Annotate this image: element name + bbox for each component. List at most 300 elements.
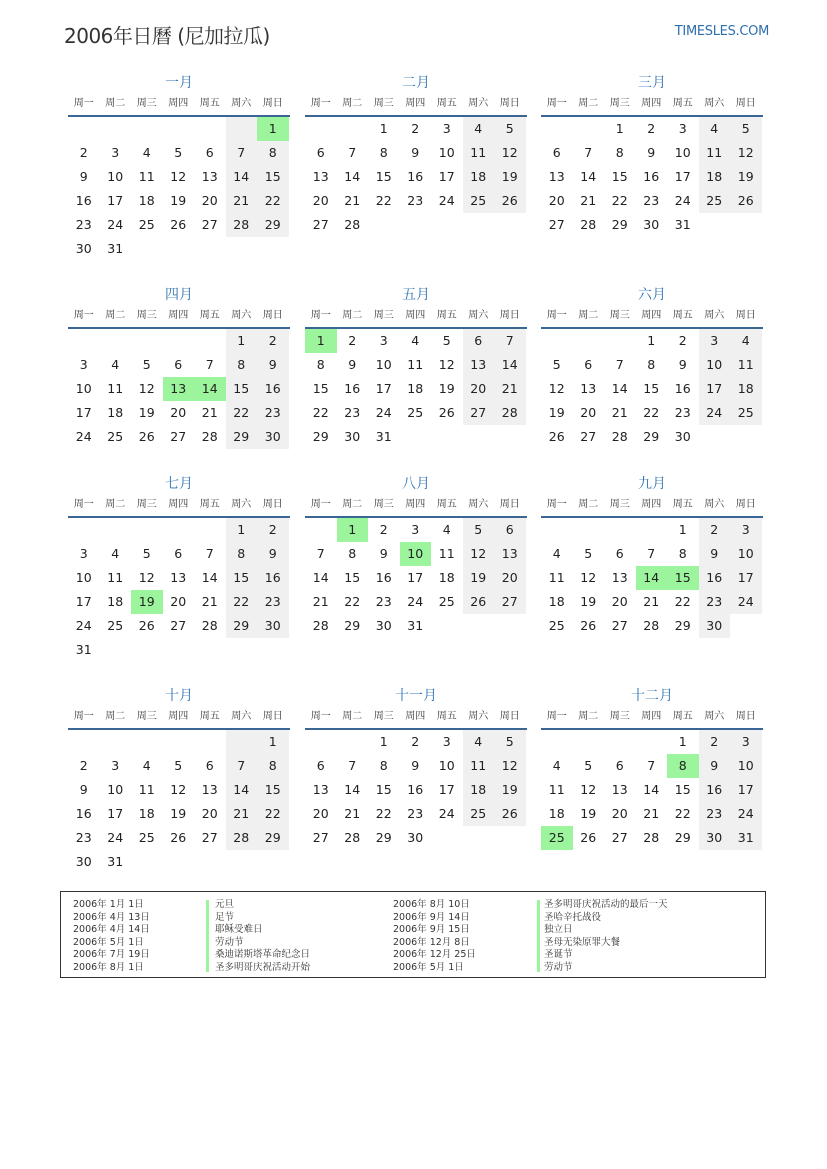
day-cell[interactable]: 5 [584,758,593,773]
day-cell[interactable]: 14 [344,169,361,184]
day-cell[interactable]: 11 [107,381,124,396]
day-cell[interactable]: 14 [494,353,526,377]
day-cell[interactable]: 27 [170,618,187,633]
day-cell[interactable]: 6 [463,329,495,353]
day-cell[interactable]: 4 [730,329,762,353]
day-cell[interactable]: 8 [647,357,656,372]
day-cell[interactable]: 22 [611,193,628,208]
day-cell[interactable]: 14 [611,381,628,396]
day-cell[interactable]: 17 [438,169,455,184]
day-cell[interactable]: 10 [438,145,455,160]
day-cell[interactable]: 2 [379,522,388,537]
day-cell[interactable]: 12 [170,169,187,184]
day-cell[interactable]: 10 [75,570,92,585]
day-cell[interactable]: 7 [647,546,656,561]
day-cell[interactable]: 15 [226,377,258,401]
day-cell[interactable]: 9 [79,782,88,797]
day-cell[interactable]: 12 [138,381,155,396]
day-cell[interactable]: 3 [442,734,451,749]
day-cell[interactable]: 17 [75,405,92,420]
day-cell[interactable]: 26 [580,618,597,633]
day-cell[interactable]: 5 [442,333,451,348]
day-cell[interactable]: 24 [730,590,762,614]
day-cell[interactable]: 1 [257,730,289,754]
day-cell[interactable]: 10 [730,542,762,566]
day-cell[interactable]: 1 [226,518,258,542]
day-cell[interactable]: 27 [611,618,628,633]
day-cell[interactable]: 12 [548,381,565,396]
day-cell[interactable]: 29 [643,429,660,444]
day-cell[interactable]: 18 [548,806,565,821]
day-cell[interactable]: 2 [647,121,656,136]
day-cell[interactable]: 29 [257,826,289,850]
day-cell[interactable]: 7 [205,357,214,372]
day-cell[interactable]: 16 [344,381,361,396]
day-cell[interactable]: 20 [201,193,218,208]
day-cell[interactable]: 20 [201,806,218,821]
day-cell[interactable]: 20 [312,806,329,821]
day-cell[interactable]: 3 [111,145,120,160]
day-cell[interactable]: 14 [226,165,258,189]
day-cell[interactable]: 6 [552,145,561,160]
day-cell[interactable]: 25 [463,802,495,826]
day-cell[interactable]: 1 [379,734,388,749]
day-cell[interactable]: 29 [312,429,329,444]
day-cell[interactable]: 5 [174,758,183,773]
day-cell[interactable]: 4 [111,357,120,372]
day-cell[interactable]: 6 [584,357,593,372]
day-cell[interactable]: 6 [174,357,183,372]
day-cell[interactable]: 28 [643,618,660,633]
day-cell[interactable]: 5 [494,117,526,141]
day-cell[interactable]: 28 [201,429,218,444]
day-cell[interactable]: 28 [312,618,329,633]
day-cell[interactable]: 17 [438,782,455,797]
day-cell[interactable]: 8 [667,754,699,778]
day-cell[interactable]: 29 [674,830,691,845]
day-cell[interactable]: 2 [699,518,731,542]
day-cell[interactable]: 3 [111,758,120,773]
day-cell[interactable]: 29 [344,618,361,633]
day-cell[interactable]: 13 [463,353,495,377]
day-cell[interactable]: 2 [411,121,420,136]
day-cell[interactable]: 5 [174,145,183,160]
day-cell[interactable]: 25 [107,429,124,444]
day-cell[interactable]: 28 [611,429,628,444]
day-cell[interactable]: 19 [580,806,597,821]
day-cell[interactable]: 12 [438,357,455,372]
day-cell[interactable]: 8 [226,353,258,377]
day-cell[interactable]: 25 [407,405,424,420]
day-cell[interactable]: 23 [699,802,731,826]
day-cell[interactable]: 18 [138,806,155,821]
day-cell[interactable]: 20 [494,566,526,590]
day-cell[interactable]: 2 [257,518,289,542]
day-cell[interactable]: 24 [438,806,455,821]
day-cell[interactable]: 26 [548,429,565,444]
day-cell[interactable]: 6 [615,758,624,773]
day-cell[interactable]: 5 [730,117,762,141]
day-cell[interactable]: 22 [312,405,329,420]
day-cell[interactable]: 21 [226,802,258,826]
day-cell[interactable]: 21 [580,193,597,208]
day-cell[interactable]: 22 [375,193,392,208]
day-cell[interactable]: 19 [170,193,187,208]
day-cell[interactable]: 13 [312,782,329,797]
day-cell[interactable]: 16 [257,566,289,590]
day-cell[interactable]: 20 [548,193,565,208]
day-cell[interactable]: 27 [548,217,565,232]
day-cell[interactable]: 16 [75,193,92,208]
day-cell[interactable]: 11 [699,141,731,165]
day-cell[interactable]: 30 [75,854,92,869]
day-cell[interactable]: 2 [348,333,357,348]
day-cell[interactable]: 3 [79,546,88,561]
day-cell[interactable]: 12 [138,570,155,585]
day-cell[interactable]: 19 [730,165,762,189]
day-cell[interactable]: 1 [305,329,337,353]
day-cell[interactable]: 9 [699,542,731,566]
day-cell[interactable]: 6 [615,546,624,561]
day-cell[interactable]: 24 [730,802,762,826]
day-cell[interactable]: 22 [375,806,392,821]
day-cell[interactable]: 31 [674,217,691,232]
day-cell[interactable]: 27 [201,217,218,232]
day-cell[interactable]: 24 [75,618,92,633]
day-cell[interactable]: 19 [463,566,495,590]
day-cell[interactable]: 16 [699,778,731,802]
day-cell[interactable]: 19 [580,594,597,609]
day-cell[interactable]: 2 [79,145,88,160]
day-cell[interactable]: 22 [226,590,258,614]
day-cell[interactable]: 6 [205,145,214,160]
day-cell[interactable]: 11 [548,782,565,797]
day-cell[interactable]: 10 [730,754,762,778]
day-cell[interactable]: 23 [344,405,361,420]
day-cell[interactable]: 21 [643,594,660,609]
day-cell[interactable]: 16 [407,782,424,797]
day-cell[interactable]: 30 [75,241,92,256]
day-cell[interactable]: 21 [643,806,660,821]
day-cell[interactable]: 15 [375,169,392,184]
day-cell[interactable]: 11 [138,782,155,797]
day-cell[interactable]: 15 [257,165,289,189]
day-cell[interactable]: 23 [257,401,289,425]
day-cell[interactable]: 7 [205,546,214,561]
day-cell[interactable]: 3 [730,730,762,754]
day-cell[interactable]: 21 [344,193,361,208]
day-cell[interactable]: 8 [257,754,289,778]
day-cell[interactable]: 31 [107,241,124,256]
day-cell[interactable]: 28 [344,217,361,232]
day-cell[interactable]: 4 [463,117,495,141]
day-cell[interactable]: 9 [379,546,388,561]
day-cell[interactable]: 8 [316,357,325,372]
day-cell[interactable]: 29 [226,614,258,638]
day-cell[interactable]: 30 [699,614,731,638]
day-cell[interactable]: 20 [580,405,597,420]
day-cell[interactable]: 20 [170,405,187,420]
day-cell[interactable]: 12 [730,141,762,165]
day-cell[interactable]: 7 [316,546,325,561]
day-cell[interactable]: 21 [201,594,218,609]
day-cell[interactable]: 1 [678,522,687,537]
day-cell[interactable]: 3 [730,518,762,542]
day-cell[interactable]: 21 [201,405,218,420]
day-cell[interactable]: 13 [580,381,597,396]
day-cell[interactable]: 10 [674,145,691,160]
day-cell[interactable]: 6 [174,546,183,561]
day-cell[interactable]: 18 [407,381,424,396]
day-cell[interactable]: 9 [411,145,420,160]
day-cell[interactable]: 4 [552,546,561,561]
day-cell[interactable]: 23 [75,217,92,232]
day-cell[interactable]: 25 [730,401,762,425]
day-cell[interactable]: 26 [438,405,455,420]
day-cell[interactable]: 4 [142,145,151,160]
day-cell[interactable]: 1 [379,121,388,136]
day-cell[interactable]: 11 [138,169,155,184]
day-cell[interactable]: 5 [142,546,151,561]
day-cell[interactable]: 6 [494,518,526,542]
day-cell[interactable]: 31 [407,618,424,633]
day-cell[interactable]: 30 [699,826,731,850]
day-cell[interactable]: 21 [226,189,258,213]
day-cell[interactable]: 4 [411,333,420,348]
day-cell[interactable]: 26 [170,217,187,232]
day-cell[interactable]: 2 [699,730,731,754]
day-cell[interactable]: 10 [375,357,392,372]
day-cell[interactable]: 31 [730,826,762,850]
day-cell[interactable]: 28 [580,217,597,232]
day-cell[interactable]: 12 [494,754,526,778]
day-cell[interactable]: 9 [257,542,289,566]
day-cell[interactable]: 14 [643,782,660,797]
day-cell[interactable]: 12 [580,782,597,797]
day-cell[interactable]: 10 [75,381,92,396]
day-cell[interactable]: 8 [379,145,388,160]
day-cell[interactable]: 18 [463,778,495,802]
day-cell[interactable]: 17 [730,566,762,590]
day-cell[interactable]: 23 [674,405,691,420]
day-cell[interactable]: 27 [463,401,495,425]
day-cell[interactable]: 1 [615,121,624,136]
day-cell[interactable]: 7 [226,754,258,778]
day-cell[interactable]: 9 [411,758,420,773]
day-cell[interactable]: 19 [438,381,455,396]
day-cell[interactable]: 3 [678,121,687,136]
day-cell[interactable]: 23 [375,594,392,609]
day-cell[interactable]: 19 [494,165,526,189]
day-cell[interactable]: 17 [407,570,424,585]
day-cell[interactable]: 23 [407,806,424,821]
day-cell[interactable]: 29 [674,618,691,633]
day-cell[interactable]: 13 [201,782,218,797]
day-cell[interactable]: 16 [674,381,691,396]
day-cell[interactable]: 9 [348,357,357,372]
day-cell[interactable]: 15 [344,570,361,585]
day-cell[interactable]: 30 [257,425,289,449]
day-cell[interactable]: 20 [170,594,187,609]
day-cell[interactable]: 15 [643,381,660,396]
day-cell[interactable]: 7 [615,357,624,372]
day-cell[interactable]: 29 [257,213,289,237]
day-cell[interactable]: 24 [375,405,392,420]
day-cell[interactable]: 25 [107,618,124,633]
day-cell[interactable]: 24 [75,429,92,444]
day-cell[interactable]: 26 [494,189,526,213]
day-cell[interactable]: 17 [674,169,691,184]
day-cell[interactable]: 14 [201,570,218,585]
day-cell[interactable]: 15 [674,782,691,797]
day-cell[interactable]: 20 [611,806,628,821]
day-cell[interactable]: 2 [411,734,420,749]
day-cell[interactable]: 18 [463,165,495,189]
day-cell[interactable]: 25 [548,618,565,633]
day-cell[interactable]: 25 [699,189,731,213]
day-cell[interactable]: 19 [170,806,187,821]
day-cell[interactable]: 14 [580,169,597,184]
day-cell[interactable]: 25 [463,189,495,213]
day-cell[interactable]: 28 [643,830,660,845]
day-cell[interactable]: 21 [312,594,329,609]
day-cell[interactable]: 28 [226,826,258,850]
day-cell[interactable]: 6 [316,758,325,773]
day-cell[interactable]: 12 [170,782,187,797]
day-cell[interactable]: 26 [730,189,762,213]
day-cell[interactable]: 20 [611,594,628,609]
day-cell[interactable]: 7 [348,758,357,773]
day-cell[interactable]: 11 [463,754,495,778]
day-cell[interactable]: 23 [699,590,731,614]
day-cell[interactable]: 1 [257,117,289,141]
day-cell[interactable]: 12 [580,570,597,585]
day-cell[interactable]: 31 [75,642,92,657]
day-cell[interactable]: 26 [580,830,597,845]
site-logo-text[interactable]: TIMESLES.COM [674,24,769,39]
day-cell[interactable]: 10 [400,542,432,566]
day-cell[interactable]: 21 [344,806,361,821]
day-cell[interactable]: 13 [548,169,565,184]
day-cell[interactable]: 9 [699,754,731,778]
day-cell[interactable]: 29 [375,830,392,845]
day-cell[interactable]: 16 [643,169,660,184]
day-cell[interactable]: 20 [312,193,329,208]
day-cell[interactable]: 28 [226,213,258,237]
day-cell[interactable]: 15 [667,566,699,590]
day-cell[interactable]: 17 [730,778,762,802]
day-cell[interactable]: 30 [344,429,361,444]
day-cell[interactable]: 1 [226,329,258,353]
day-cell[interactable]: 7 [494,329,526,353]
day-cell[interactable]: 8 [226,542,258,566]
day-cell[interactable]: 25 [138,830,155,845]
day-cell[interactable]: 3 [79,357,88,372]
day-cell[interactable]: 22 [674,806,691,821]
day-cell[interactable]: 3 [379,333,388,348]
day-cell[interactable]: 16 [75,806,92,821]
day-cell[interactable]: 25 [541,826,573,850]
day-cell[interactable]: 11 [463,141,495,165]
day-cell[interactable]: 26 [138,429,155,444]
day-cell[interactable]: 17 [107,193,124,208]
day-cell[interactable]: 18 [548,594,565,609]
day-cell[interactable]: 28 [201,618,218,633]
day-cell[interactable]: 5 [494,730,526,754]
day-cell[interactable]: 18 [699,165,731,189]
day-cell[interactable]: 22 [257,189,289,213]
day-cell[interactable]: 13 [170,570,187,585]
day-cell[interactable]: 11 [107,570,124,585]
day-cell[interactable]: 22 [226,401,258,425]
day-cell[interactable]: 8 [678,546,687,561]
day-cell[interactable]: 17 [375,381,392,396]
day-cell[interactable]: 18 [730,377,762,401]
day-cell[interactable]: 5 [142,357,151,372]
day-cell[interactable]: 3 [411,522,420,537]
day-cell[interactable]: 30 [375,618,392,633]
day-cell[interactable]: 7 [584,145,593,160]
day-cell[interactable]: 1 [337,518,369,542]
day-cell[interactable]: 24 [107,217,124,232]
day-cell[interactable]: 11 [548,570,565,585]
day-cell[interactable]: 14 [226,778,258,802]
day-cell[interactable]: 4 [111,546,120,561]
day-cell[interactable]: 10 [438,758,455,773]
day-cell[interactable]: 18 [107,594,124,609]
day-cell[interactable]: 8 [348,546,357,561]
day-cell[interactable]: 23 [257,590,289,614]
day-cell[interactable]: 1 [647,333,656,348]
day-cell[interactable]: 17 [699,377,731,401]
day-cell[interactable]: 4 [699,117,731,141]
day-cell[interactable]: 16 [699,566,731,590]
day-cell[interactable]: 27 [494,590,526,614]
day-cell[interactable]: 30 [257,614,289,638]
day-cell[interactable]: 14 [312,570,329,585]
day-cell[interactable]: 19 [494,778,526,802]
day-cell[interactable]: 5 [552,357,561,372]
day-cell[interactable]: 20 [463,377,495,401]
day-cell[interactable]: 18 [138,193,155,208]
day-cell[interactable]: 15 [226,566,258,590]
day-cell[interactable]: 8 [615,145,624,160]
day-cell[interactable]: 14 [636,566,668,590]
day-cell[interactable]: 15 [375,782,392,797]
day-cell[interactable]: 28 [494,401,526,425]
day-cell[interactable]: 12 [463,542,495,566]
day-cell[interactable]: 24 [699,401,731,425]
day-cell[interactable]: 14 [344,782,361,797]
day-cell[interactable]: 2 [257,329,289,353]
day-cell[interactable]: 26 [494,802,526,826]
day-cell[interactable]: 27 [201,830,218,845]
day-cell[interactable]: 23 [643,193,660,208]
day-cell[interactable]: 5 [584,546,593,561]
day-cell[interactable]: 13 [611,570,628,585]
day-cell[interactable]: 9 [257,353,289,377]
day-cell[interactable]: 30 [407,830,424,845]
day-cell[interactable]: 11 [407,357,424,372]
day-cell[interactable]: 14 [194,377,226,401]
day-cell[interactable]: 27 [312,217,329,232]
day-cell[interactable]: 19 [131,590,163,614]
day-cell[interactable]: 25 [438,594,455,609]
day-cell[interactable]: 31 [375,429,392,444]
day-cell[interactable]: 26 [463,590,495,614]
day-cell[interactable]: 22 [344,594,361,609]
day-cell[interactable]: 27 [170,429,187,444]
